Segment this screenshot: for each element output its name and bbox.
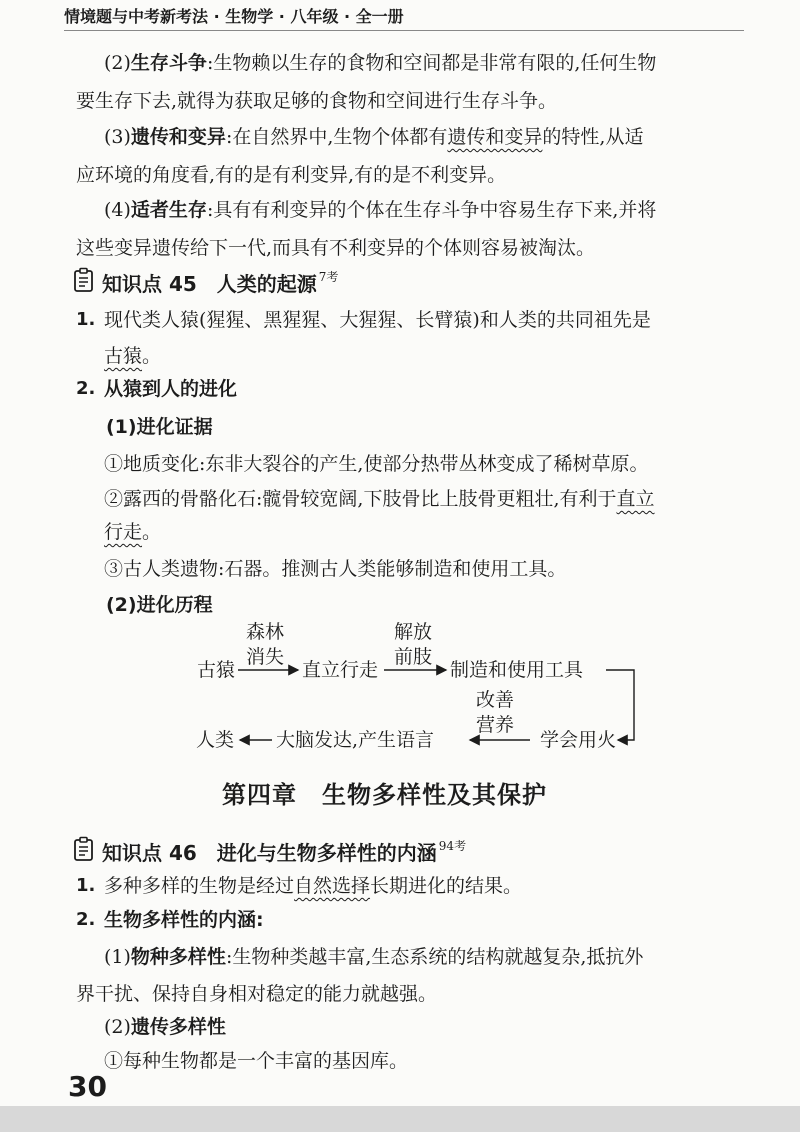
species-diversity-line2: 界干扰、保持自身相对稳定的能力就越强。 <box>76 983 438 1005</box>
page-number: 30 <box>68 1070 107 1103</box>
kp45-q1-number: 1. <box>76 309 96 330</box>
answer-upright-b: 行走 <box>104 521 143 543</box>
kp46-q2-title: 生物多样性的内涵: <box>104 909 264 931</box>
node-upright: 直立行走 <box>302 659 379 681</box>
kp45-q1-line1: 现代类人猿(猩猩、黑猩猩、大猩猩、长臂猿)和人类的共同祖先是 <box>104 309 651 331</box>
arrow-3 <box>606 670 634 740</box>
kp46-q2-number: 2. <box>76 909 96 930</box>
genetic-diversity-title: (2)遗传多样性 <box>104 1016 226 1038</box>
answer-heredity: 遗传和变异 <box>447 126 543 148</box>
answer-ancestor: 古猿 <box>104 345 143 367</box>
arrow-1-label-top: 森林 <box>246 621 285 643</box>
species-diversity-line1: (1)物种多样性:生物种类越丰富,生态系统的结构就越复杂,抵抗外 <box>104 946 644 968</box>
answer-natural-selection: 自然选择 <box>294 875 371 897</box>
item-survival-line1: (2)生存斗争:生物赖以生存的食物和空间都是非常有限的,任何生物 <box>104 52 657 74</box>
arrow-4-label-top: 改善 <box>476 689 515 711</box>
node-brain-language: 大脑发达,产生语言 <box>276 729 435 751</box>
arrow-1-label-bottom: 消失 <box>246 646 285 668</box>
arrow-2-label-top: 解放 <box>394 621 433 643</box>
header-rule <box>64 30 744 31</box>
item-fittest-line2: 这些变异遗传给下一代,而具有不利变异的个体则容易被淘汰。 <box>76 237 596 259</box>
node-fire: 学会用火 <box>540 729 617 751</box>
evidence-1: ①地质变化:东非大裂谷的产生,使部分热带丛林变成了稀树草原。 <box>104 453 649 475</box>
kp45-q2-title: 从猿到人的进化 <box>104 378 238 400</box>
node-human: 人类 <box>196 729 235 751</box>
arrow-4-label-bottom: 营养 <box>476 714 515 736</box>
kp45-q2-number: 2. <box>76 378 96 399</box>
arrow-2-label-bottom: 前肢 <box>394 646 433 668</box>
node-tools: 制造和使用工具 <box>450 659 584 681</box>
running-header: 情境题与中考新考法 · 生物学 · 八年级 · 全一册 <box>64 7 404 26</box>
evidence-2-line2: 行走。 <box>104 521 162 543</box>
process-title: (2)进化历程 <box>106 594 213 616</box>
item-heredity-line1: (3)遗传和变异:在自然界中,生物个体都有遗传和变异的特性,从适 <box>104 126 644 148</box>
kp46-heading: 知识点 46 进化与生物多样性的内涵 $^{94考}$ <box>102 839 467 865</box>
kp46-q1-line: 多种多样的生物是经过自然选择长期进化的结果。 <box>104 875 523 897</box>
item-survival-line2: 要生存下去,就得为获取足够的食物和空间进行生存斗争。 <box>76 90 558 112</box>
clipboard-icon <box>72 836 96 866</box>
evidence-3: ③古人类遗物:石器。推测古人类能够制造和使用工具。 <box>104 558 567 580</box>
kp46-q1-number: 1. <box>76 875 96 896</box>
clipboard-icon <box>72 267 96 297</box>
kp45-heading: 知识点 45 人类的起源 $^{7考}$ <box>102 270 339 296</box>
chapter-title: 第四章 生物多样性及其保护 <box>222 781 547 809</box>
evidence-2-line1: ②露西的骨骼化石:髋骨较宽阔,下肢骨比上肢骨更粗壮,有利于直立 <box>104 488 655 510</box>
kp45-q1-line2: 古猿。 <box>104 345 162 367</box>
scan-bottom-strip <box>0 1106 800 1132</box>
genetic-diversity-item1: ①每种生物都是一个丰富的基因库。 <box>104 1050 409 1072</box>
node-ancient-ape: 古猿 <box>197 659 236 681</box>
item-fittest-line1: (4)适者生存:具有有利变异的个体在生存斗争中容易生存下来,并将 <box>104 199 657 221</box>
kp45-badge: 7考 <box>318 270 339 284</box>
kp46-badge: 94考 <box>438 839 467 853</box>
item-heredity-line2: 应环境的角度看,有的是有利变异,有的是不利变异。 <box>76 164 507 186</box>
evidence-title: (1)进化证据 <box>106 416 213 438</box>
answer-upright-a: 直立 <box>616 488 655 510</box>
